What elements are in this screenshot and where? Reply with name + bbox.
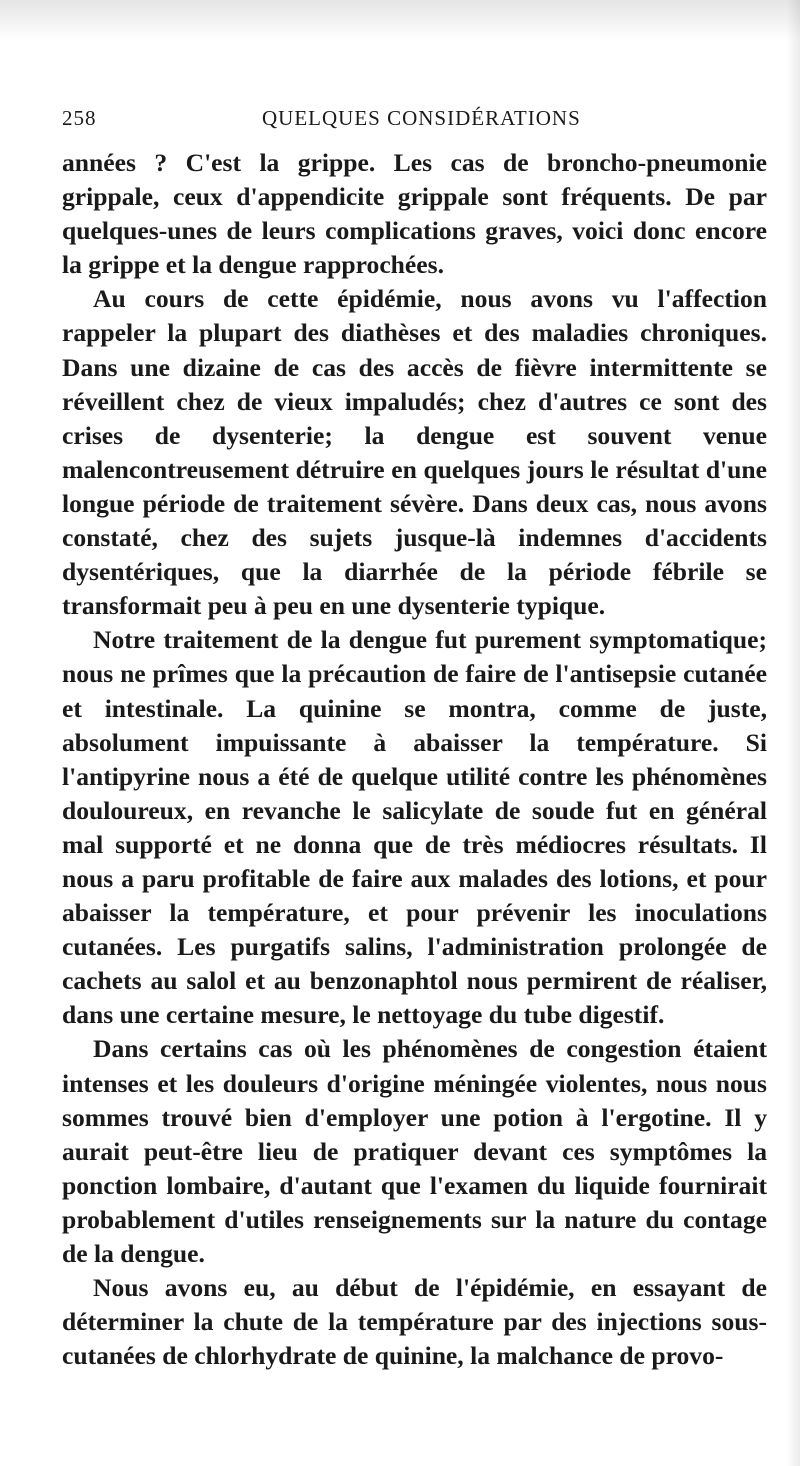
page-number: 258 (62, 106, 97, 130)
paragraph: Au cours de cette épidémie, nous avons vu l'affection rappeler la plupart des diathèses et des maladies chroniques. Dans une dizaine de cas des accès de fièvre intermittente se réveillent chez de vieux impaludés; chez d'autres ce sont des crises de dysenterie; la dengue est souvent venue malencontreusement détruire en quelques jours le résultat d'une longue période de traitement sévère. Dans deux cas, nous avons constaté, chez des sujets jusque-là indemnes d'accidents dysentériques, que la diarrhée de la période fébrile se transformait peu à peu en une dysenterie typique. (62, 284, 767, 621)
running-header (62, 102, 762, 138)
body-text (62, 146, 767, 1373)
paragraph-continued: années ? C'est la grippe. Les cas de broncho-pneumonie grippale, ceux d'appendicite grippale sont fréquents. De par quelques-unes de leurs complications graves, voici donc encore la grippe et la dengue rapprochées. (62, 148, 767, 280)
paragraph: Notre traitement de la dengue fut purement symptomatique; nous ne prîmes que la précaution de faire de l'antisepsie cutanée et intestinale. La quinine se montra, comme de juste, absolument impuissante à abaisser la température. Si l'antipyrine nous a été de quelque utilité contre les phénomènes douloureux, en revanche le salicylate de soude fut en général mal supporté et ne donna que de très médiocres résultats. Il nous a paru profitable de faire aux malades des lotions, et pour abaisser la température, et pour prévenir les inoculations cutanées. Les purgatifs salins, l'administration prolongée de cachets au salol et au benzonaphtol nous permirent de réaliser, dans une certaine mesure, le nettoyage du tube digestif. (62, 625, 767, 1030)
page-edge (786, 0, 800, 1466)
paragraph: Nous avons eu, au début de l'épidémie, en essayant de déterminer la chute de la température par des injections sous-cutanées de chlorhydrate de quinine, la malchance de provo- (62, 1273, 767, 1371)
running-title: QUELQUES CONSIDÉRATIONS (262, 106, 581, 130)
page-top-shadow (0, 0, 800, 40)
paragraph: Dans certains cas où les phénomènes de congestion étaient intenses et les douleurs d'origine méningée violentes, nous nous sommes trouvé bien d'employer une potion à l'ergotine. Il y aurait peut-être lieu de pratiquer devant ces symptômes la ponction lombaire, d'autant que l'examen du liquide fournirait probablement d'utiles renseignements sur la nature du contage de la dengue. (62, 1034, 767, 1268)
